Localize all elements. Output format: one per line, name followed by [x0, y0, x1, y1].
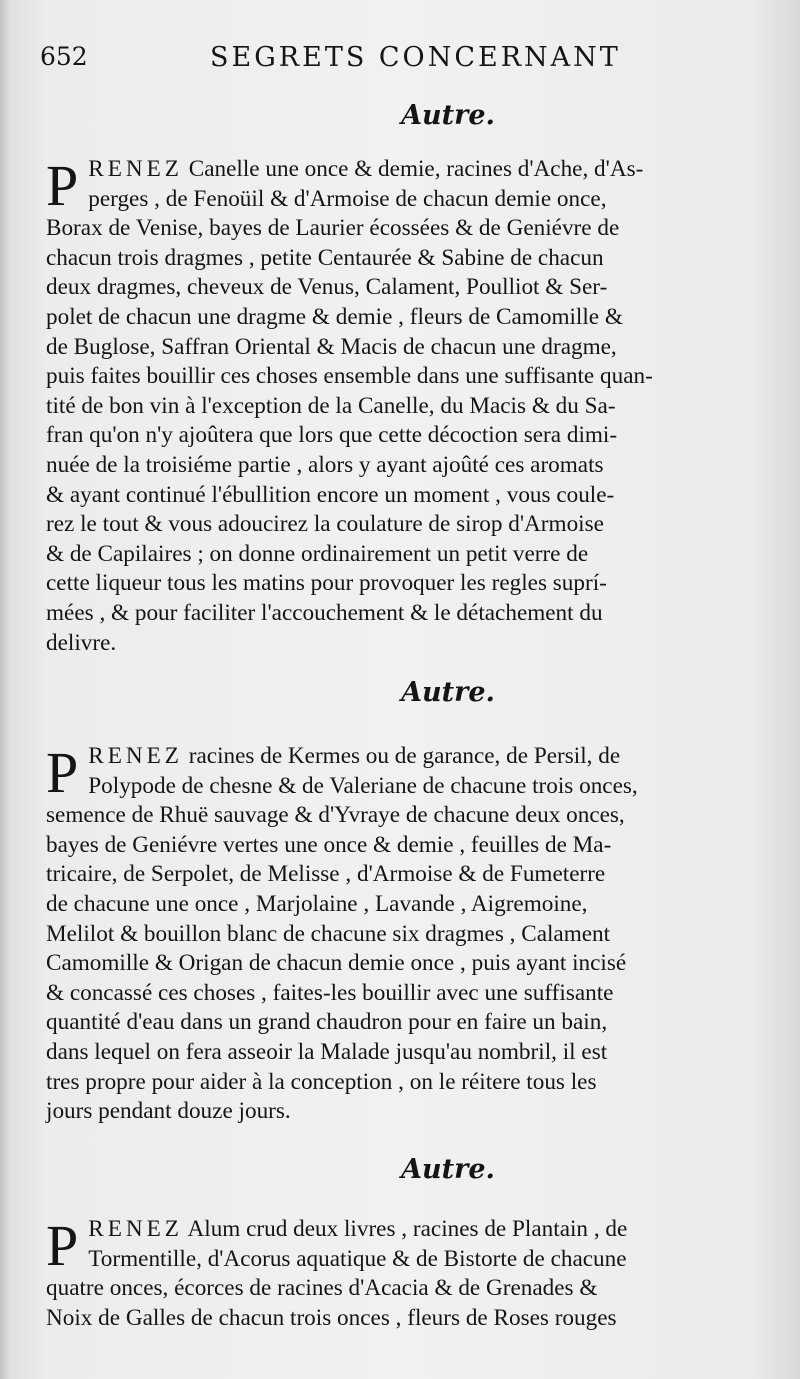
- recipe-section-2: [46, 677, 760, 1127]
- text-line: tité de bon vin à l'exception de la Canelle, du Macis & du Sa-: [46, 392, 616, 419]
- lead-word: RENEZ: [88, 743, 183, 769]
- text-line: mées , & pour faciliter l'accouchement & le détachement du: [46, 599, 603, 626]
- text-line: nuée de la troisiéme partie , alors y ayant ajoûté ces aromats: [46, 451, 604, 478]
- drop-cap: P: [46, 740, 79, 805]
- text-line: deux dragmes, cheveux de Venus, Calament, Poulliot & Ser-: [46, 274, 608, 301]
- page-header: [40, 38, 760, 78]
- text-line: Polypode de chesne & de Valeriane de chacune trois onces,: [88, 772, 638, 799]
- text-line: & de Capilaires ; on donne ordinairement un petit verre de: [46, 540, 589, 567]
- text-line: Noix de Galles de chacun trois onces , fleurs de Roses rouges: [46, 1304, 617, 1331]
- text-line: de Buglose, Saffran Oriental & Macis de chacun une dragme,: [46, 333, 617, 360]
- text-line: puis faites bouillir ces choses ensemble dans une suffisante quan-: [46, 363, 653, 390]
- recipe-paragraph: [46, 1215, 760, 1333]
- text-line: chacun trois dragmes , petite Centaurée & Sabine de chacun: [46, 244, 604, 271]
- text-line: semence de Rhuë sauvage & d'Yvraye de chacune deux onces,: [46, 802, 625, 829]
- text-line: de chacune une once , Marjolaine , Lavande , Aigremoine,: [46, 890, 588, 917]
- drop-cap: P: [46, 153, 79, 218]
- text-line: Camomille & Origan de chacun demie once , puis ayant incisé: [46, 950, 627, 977]
- lead-word: RENEZ: [88, 156, 183, 182]
- text-line: polet de chacun une dragme & demie , fleurs de Camomille &: [46, 303, 623, 330]
- text-line: Alum crud deux livres , racines de Plantain , de: [187, 1216, 628, 1242]
- page-gutter-shadow: [0, 0, 10, 1379]
- running-head: SEGRETS CONCERNANT: [210, 42, 621, 73]
- text-line: Borax de Venise, bayes de Laurier écossées & de Geniévre de: [46, 215, 620, 242]
- text-line: quatre onces, écorces de racines d'Acacia & de Grenades &: [46, 1275, 598, 1302]
- text-line: Canelle une once & demie, racines d'Ache, d'As-: [188, 156, 644, 182]
- text-line: Melilot & bouillon blanc de chacune six dragmes , Calament: [46, 920, 611, 947]
- text-line: tricaire, de Serpolet, de Melisse , d'Armoise & de Fumeterre: [46, 861, 606, 888]
- section-title: Autre.: [401, 100, 495, 131]
- recipe-section-1: [46, 100, 760, 658]
- text-line: perges , de Fenoüil & d'Armoise de chacun demie once,: [88, 185, 607, 212]
- drop-cap: P: [46, 1213, 79, 1278]
- recipe-paragraph: [46, 742, 760, 1127]
- text-line: tres propre pour aider à la conception , on le réitere tous les: [46, 1068, 597, 1095]
- text-line: rez le tout & vous adoucirez la coulature de sirop d'Armoise: [46, 511, 604, 538]
- text-line: jours pendant douze jours.: [46, 1098, 291, 1125]
- text-line: delivre.: [46, 629, 117, 656]
- text-line: quantité d'eau dans un grand chaudron pour en faire un bain,: [46, 1009, 608, 1036]
- recipe-section-3: [46, 1154, 760, 1333]
- text-line: & concassé ces choses , faites-les bouillir avec une suffisante: [46, 979, 614, 1006]
- lead-word: RENEZ: [88, 1216, 183, 1242]
- text-line: racines de Kermes ou de garance, de Persil, de: [188, 743, 621, 769]
- text-line: dans lequel on fera asseoir la Malade jusqu'au nombril, il est: [46, 1038, 608, 1065]
- section-title: Autre.: [401, 677, 495, 708]
- section-title: Autre.: [401, 1154, 495, 1185]
- text-line: Tormentille, d'Acorus aquatique & de Bistorte de chacune: [88, 1245, 627, 1272]
- recipe-paragraph: [46, 155, 760, 658]
- text-line: fran qu'on n'y ajoûtera que lors que cette décoction sera dimi-: [46, 422, 618, 449]
- text-line: bayes de Geniévre vertes une once & demie , feuilles de Ma-: [46, 831, 612, 858]
- text-line: & ayant continué l'ébullition encore un moment , vous coule-: [46, 481, 615, 508]
- page-number: 652: [40, 42, 88, 71]
- text-line: cette liqueur tous les matins pour provoquer les regles suprí-: [46, 570, 607, 597]
